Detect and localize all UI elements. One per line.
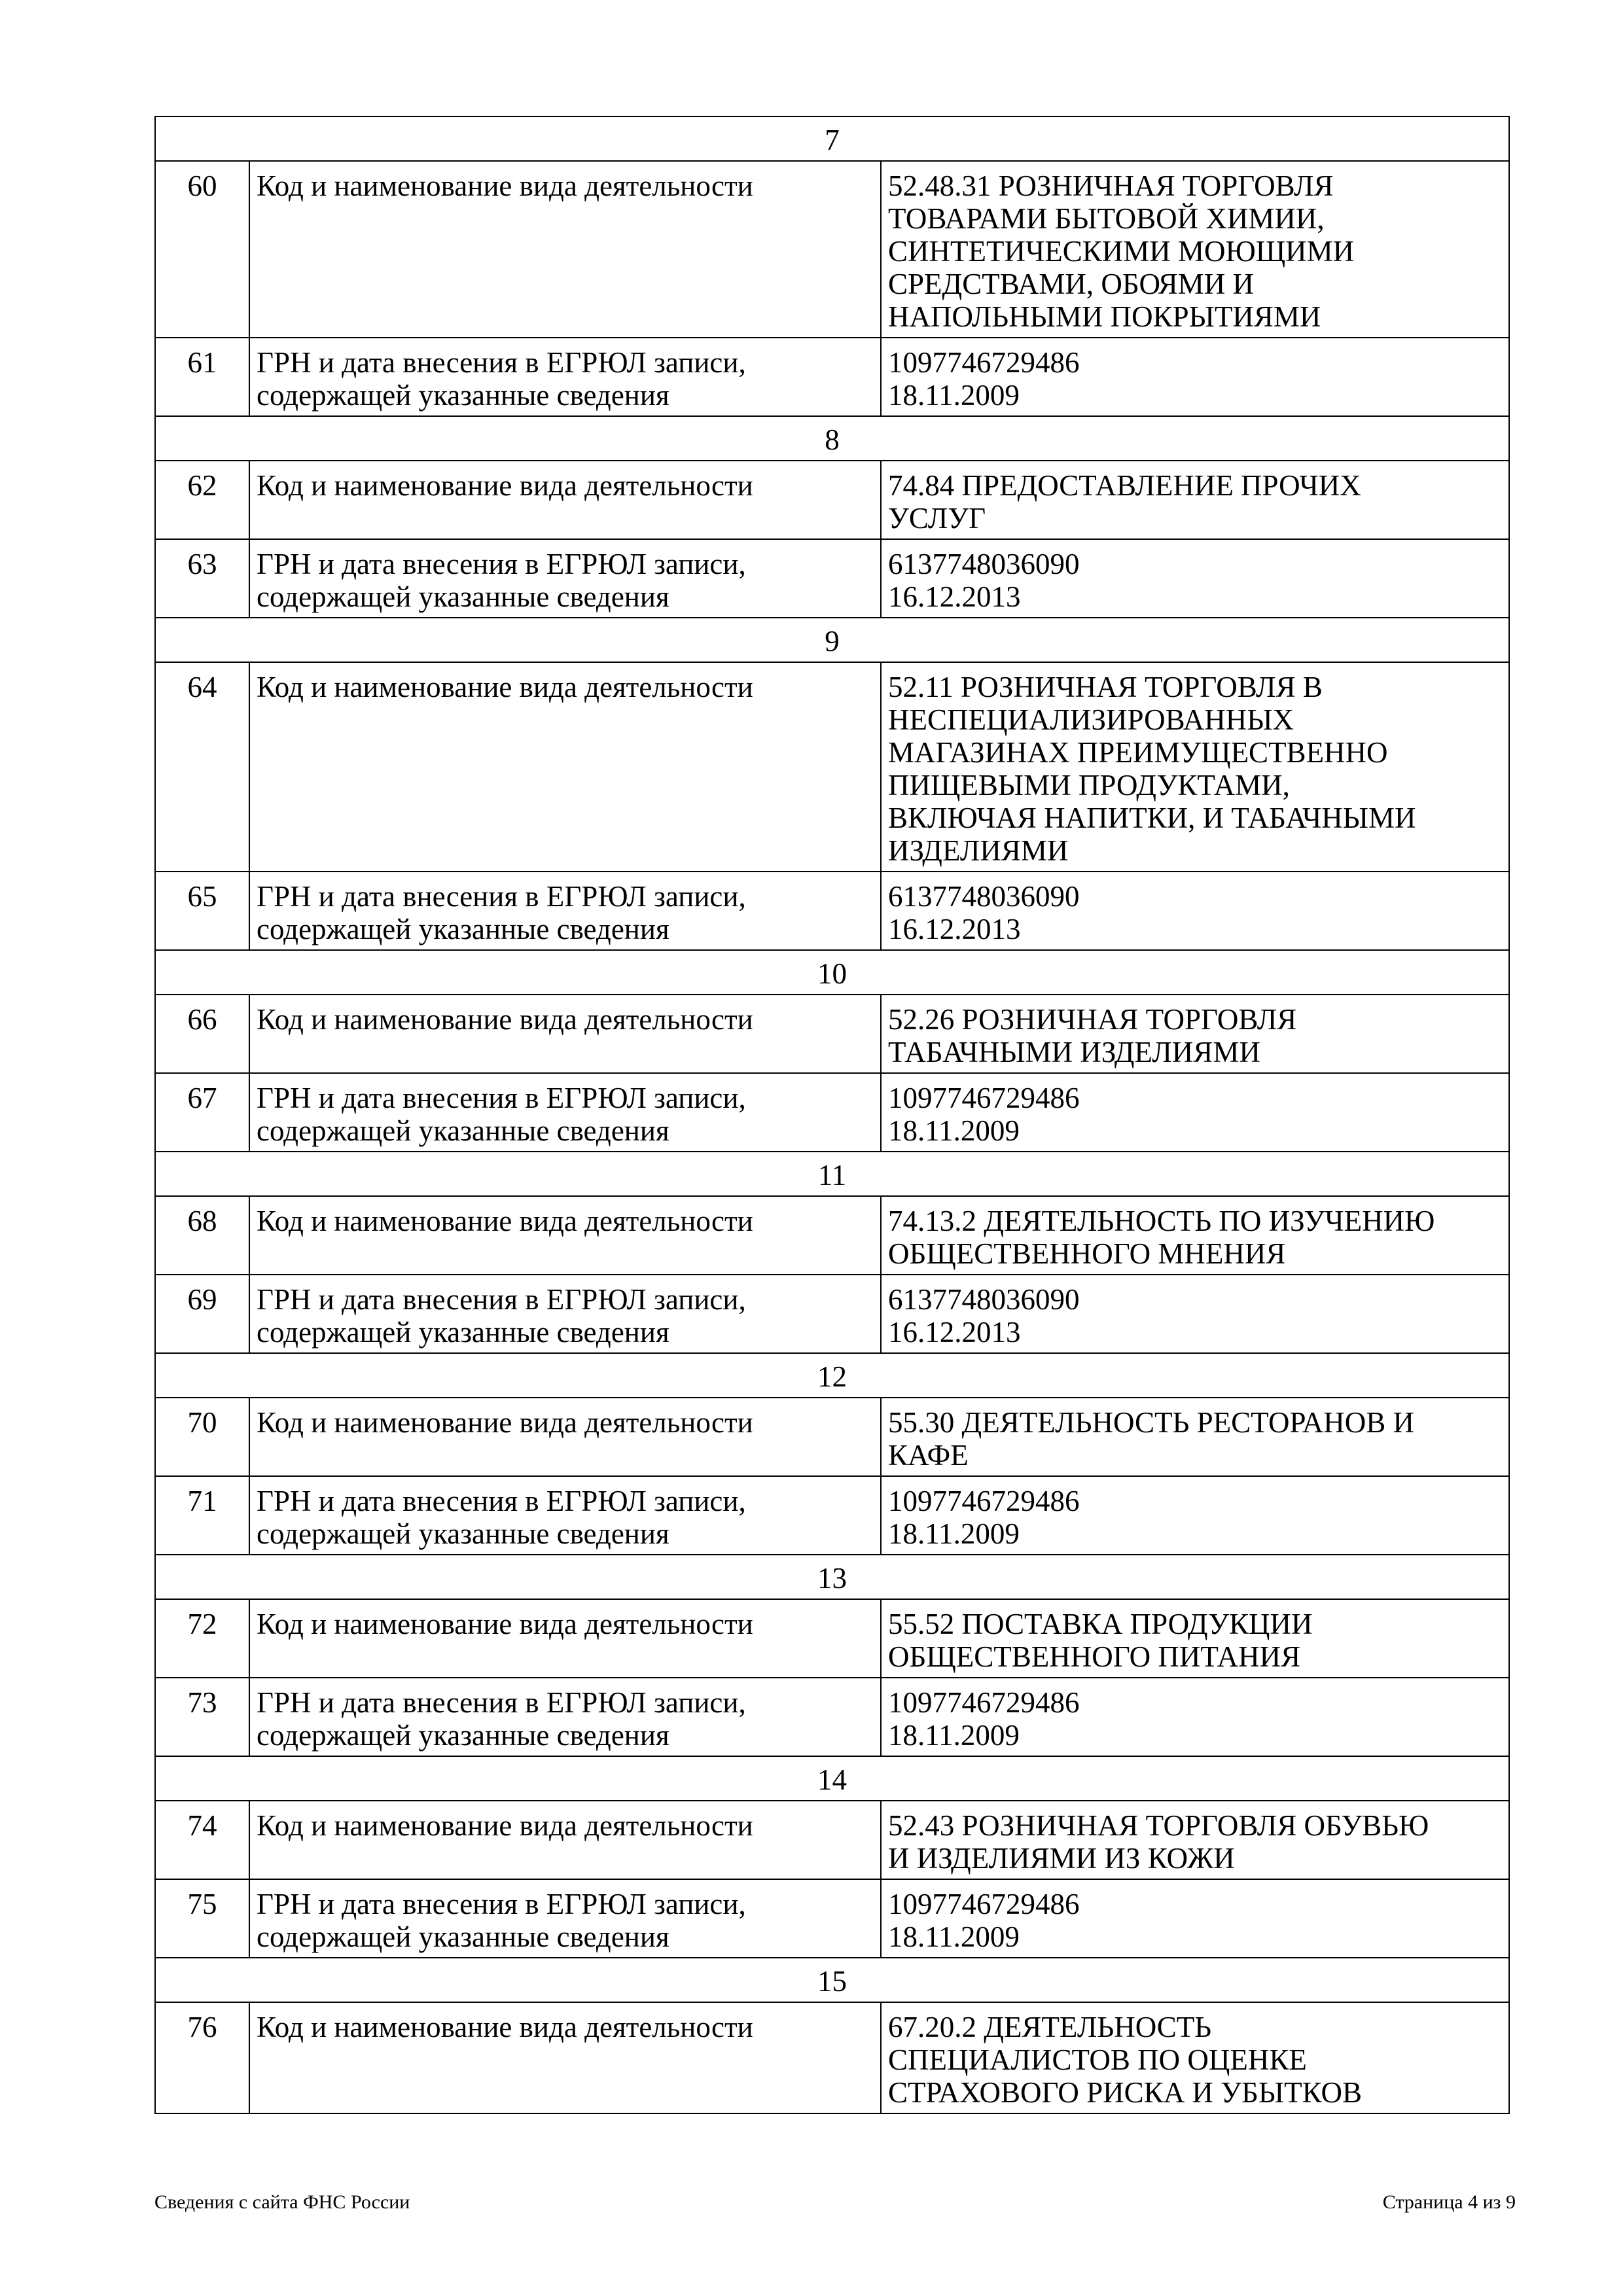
table-row	[155, 1879, 1509, 1958]
field-value	[881, 161, 1509, 338]
field-value-line: УСЛУГ	[888, 502, 986, 535]
egrul-records-table	[154, 116, 1510, 2114]
row-number: 60	[155, 161, 249, 338]
row-number: 69	[155, 1275, 249, 1353]
field-label: Код и наименование вида деятельности	[249, 1599, 881, 1678]
field-value-line: 55.52 ПОСТАВКА ПРОДУКЦИИ	[888, 1608, 1313, 1640]
field-value-line: 6137748036090	[888, 548, 1080, 580]
field-value-line: 1097746729486	[888, 346, 1080, 379]
field-label: Код и наименование вида деятельности	[249, 161, 881, 338]
group-header-row	[155, 1555, 1509, 1599]
field-value-line: КАФЕ	[888, 1439, 969, 1472]
field-value-line: НЕСПЕЦИАЛИЗИРОВАННЫХ	[888, 703, 1294, 736]
field-label: Код и наименование вида деятельности	[249, 2002, 881, 2113]
field-label: Код и наименование вида деятельности	[249, 1398, 881, 1476]
field-value-line: 1097746729486	[888, 1888, 1080, 1920]
field-label: ГРН и дата внесения в ЕГРЮЛ записи, содержащей указанные сведения	[249, 1073, 881, 1152]
group-number: 9	[155, 618, 1509, 662]
table-row	[155, 461, 1509, 539]
field-value-line: 74.13.2 ДЕЯТЕЛЬНОСТЬ ПО ИЗУЧЕНИЮ	[888, 1205, 1435, 1237]
field-value	[881, 662, 1509, 872]
field-label: ГРН и дата внесения в ЕГРЮЛ записи, содержащей указанные сведения	[249, 539, 881, 618]
field-label: ГРН и дата внесения в ЕГРЮЛ записи, содержащей указанные сведения	[249, 1678, 881, 1756]
field-label: ГРН и дата внесения в ЕГРЮЛ записи, содержащей указанные сведения	[249, 1476, 881, 1555]
group-number: 15	[155, 1958, 1509, 2002]
field-value-line: 16.12.2013	[888, 1316, 1021, 1349]
group-header-row	[155, 618, 1509, 662]
group-header-row	[155, 1958, 1509, 2002]
table-row	[155, 662, 1509, 872]
row-number: 64	[155, 662, 249, 872]
field-value-line: 16.12.2013	[888, 580, 1021, 613]
field-value	[881, 1879, 1509, 1958]
table-row	[155, 1196, 1509, 1275]
table-row	[155, 338, 1509, 416]
group-header-row	[155, 950, 1509, 995]
footer-source: Сведения с сайта ФНС России	[154, 2191, 410, 2213]
group-number: 7	[155, 116, 1509, 161]
row-number: 66	[155, 995, 249, 1073]
field-value-line: СРЕДСТВАМИ, ОБОЯМИ И	[888, 268, 1254, 300]
group-number: 8	[155, 416, 1509, 461]
field-value	[881, 539, 1509, 618]
field-value-line: 52.43 РОЗНИЧНАЯ ТОРГОВЛЯ ОБУВЬЮ	[888, 1809, 1429, 1842]
table-row	[155, 1398, 1509, 1476]
field-value	[881, 461, 1509, 539]
field-value-line: 6137748036090	[888, 880, 1080, 913]
field-value	[881, 1073, 1509, 1152]
table-row	[155, 872, 1509, 950]
field-value	[881, 1801, 1509, 1879]
field-value-line: МАГАЗИНАХ ПРЕИМУЩЕСТВЕННО	[888, 736, 1388, 769]
row-number: 75	[155, 1879, 249, 1958]
field-value	[881, 2002, 1509, 2113]
field-value	[881, 872, 1509, 950]
field-value	[881, 1196, 1509, 1275]
field-value-line: 6137748036090	[888, 1283, 1080, 1316]
group-header-row	[155, 1756, 1509, 1801]
table-row	[155, 1801, 1509, 1879]
field-value-line: 1097746729486	[888, 1485, 1080, 1517]
group-header-row	[155, 1353, 1509, 1398]
field-value-line: 18.11.2009	[888, 379, 1020, 412]
field-value-line: 55.30 ДЕЯТЕЛЬНОСТЬ РЕСТОРАНОВ И	[888, 1406, 1415, 1439]
field-value-line: СТРАХОВОГО РИСКА И УБЫТКОВ	[888, 2076, 1363, 2109]
field-value-line: 67.20.2 ДЕЯТЕЛЬНОСТЬ	[888, 2011, 1212, 2043]
field-label: Код и наименование вида деятельности	[249, 662, 881, 872]
row-number: 68	[155, 1196, 249, 1275]
field-value-line: СИНТЕТИЧЕСКИМИ МОЮЩИМИ	[888, 235, 1355, 268]
row-number: 61	[155, 338, 249, 416]
field-value-line: ВКЛЮЧАЯ НАПИТКИ, И ТАБАЧНЫМИ	[888, 802, 1416, 834]
field-value-line: ИЗДЕЛИЯМИ	[888, 834, 1069, 867]
table-row	[155, 1073, 1509, 1152]
table-row	[155, 995, 1509, 1073]
field-value-line: 16.12.2013	[888, 913, 1021, 945]
row-number: 62	[155, 461, 249, 539]
table-row	[155, 1476, 1509, 1555]
field-value-line: 18.11.2009	[888, 1517, 1020, 1550]
group-number: 11	[155, 1152, 1509, 1196]
group-number: 10	[155, 950, 1509, 995]
row-number: 73	[155, 1678, 249, 1756]
field-value-line: 18.11.2009	[888, 1719, 1020, 1752]
table-row	[155, 1275, 1509, 1353]
field-value	[881, 1398, 1509, 1476]
table-row	[155, 1678, 1509, 1756]
field-value	[881, 1599, 1509, 1678]
field-value-line: 52.26 РОЗНИЧНАЯ ТОРГОВЛЯ	[888, 1003, 1297, 1036]
field-label: Код и наименование вида деятельности	[249, 1196, 881, 1275]
field-value-line: 74.84 ПРЕДОСТАВЛЕНИЕ ПРОЧИХ	[888, 469, 1361, 502]
field-value-line: 52.11 РОЗНИЧНАЯ ТОРГОВЛЯ В	[888, 671, 1323, 703]
group-header-row	[155, 1152, 1509, 1196]
field-label: ГРН и дата внесения в ЕГРЮЛ записи, содержащей указанные сведения	[249, 1275, 881, 1353]
field-value-line: 18.11.2009	[888, 1114, 1020, 1147]
table-row	[155, 2002, 1509, 2113]
field-label: Код и наименование вида деятельности	[249, 461, 881, 539]
footer-page-number: Страница 4 из 9	[1382, 2191, 1516, 2213]
table-row	[155, 161, 1509, 338]
table-row	[155, 1599, 1509, 1678]
field-value-line: 1097746729486	[888, 1686, 1080, 1719]
row-number: 74	[155, 1801, 249, 1879]
field-value-line: ТОВАРАМИ БЫТОВОЙ ХИМИИ,	[888, 202, 1325, 235]
group-number: 13	[155, 1555, 1509, 1599]
group-number: 12	[155, 1353, 1509, 1398]
field-value-line: 1097746729486	[888, 1082, 1080, 1114]
field-value-line: ОБЩЕСТВЕННОГО МНЕНИЯ	[888, 1237, 1286, 1270]
records-table-body	[155, 116, 1509, 2113]
field-label: Код и наименование вида деятельности	[249, 995, 881, 1073]
field-value	[881, 338, 1509, 416]
group-header-row	[155, 116, 1509, 161]
row-number: 67	[155, 1073, 249, 1152]
row-number: 71	[155, 1476, 249, 1555]
table-row	[155, 539, 1509, 618]
row-number: 76	[155, 2002, 249, 2113]
field-value-line: 52.48.31 РОЗНИЧНАЯ ТОРГОВЛЯ	[888, 169, 1334, 202]
field-value-line: ПИЩЕВЫМИ ПРОДУКТАМИ,	[888, 769, 1290, 802]
field-value-line: И ИЗДЕЛИЯМИ ИЗ КОЖИ	[888, 1842, 1235, 1875]
group-header-row	[155, 416, 1509, 461]
row-number: 65	[155, 872, 249, 950]
field-value-line: 18.11.2009	[888, 1920, 1020, 1953]
field-label: Код и наименование вида деятельности	[249, 1801, 881, 1879]
field-value-line: ТАБАЧНЫМИ ИЗДЕЛИЯМИ	[888, 1036, 1260, 1069]
field-value	[881, 995, 1509, 1073]
field-value-line: НАПОЛЬНЫМИ ПОКРЫТИЯМИ	[888, 300, 1321, 333]
field-value-line: ОБЩЕСТВЕННОГО ПИТАНИЯ	[888, 1640, 1301, 1673]
field-value-line: СПЕЦИАЛИСТОВ ПО ОЦЕНКЕ	[888, 2043, 1307, 2076]
field-label: ГРН и дата внесения в ЕГРЮЛ записи, содержащей указанные сведения	[249, 1879, 881, 1958]
field-label: ГРН и дата внесения в ЕГРЮЛ записи, содержащей указанные сведения	[249, 338, 881, 416]
group-number: 14	[155, 1756, 1509, 1801]
field-label: ГРН и дата внесения в ЕГРЮЛ записи, содержащей указанные сведения	[249, 872, 881, 950]
row-number: 72	[155, 1599, 249, 1678]
row-number: 70	[155, 1398, 249, 1476]
row-number: 63	[155, 539, 249, 618]
field-value	[881, 1678, 1509, 1756]
field-value	[881, 1275, 1509, 1353]
field-value	[881, 1476, 1509, 1555]
